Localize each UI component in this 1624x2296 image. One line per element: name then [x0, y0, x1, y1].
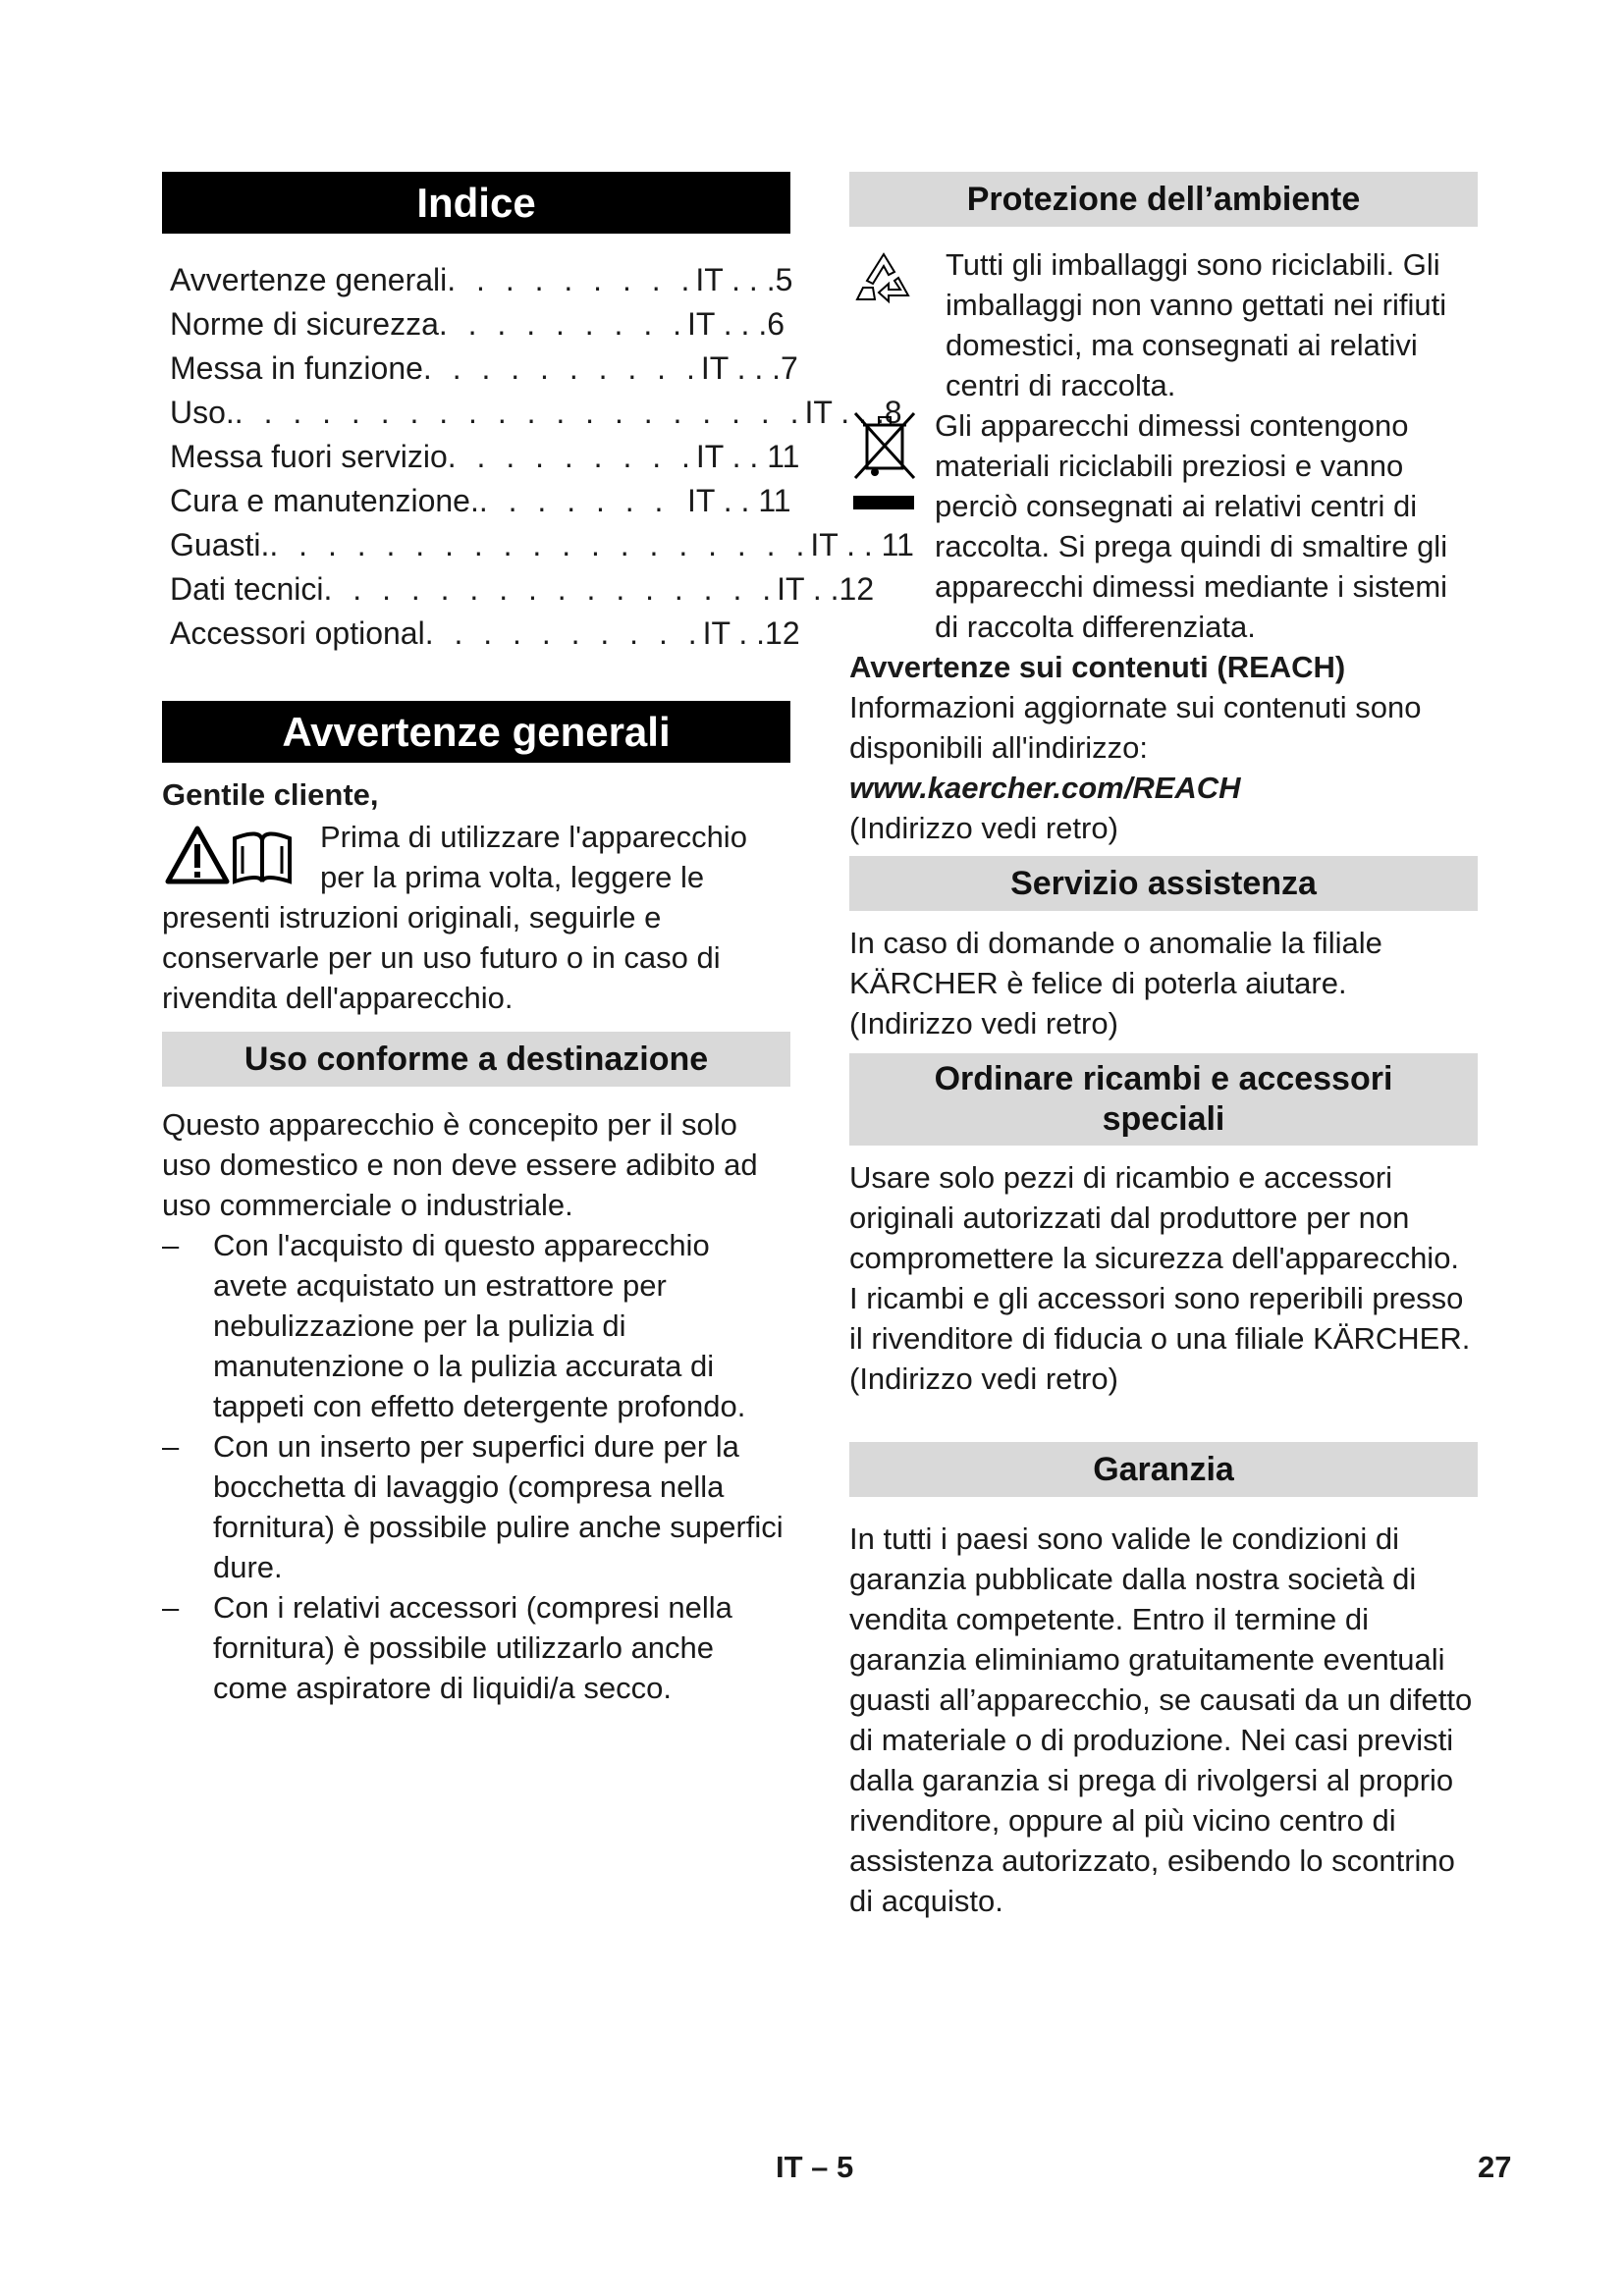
- toc-entry[interactable]: [170, 567, 875, 612]
- general-title: Avvertenze generali: [162, 701, 790, 763]
- reach-text: Informazioni aggiornate sui contenuti sono disponibili all'indirizzo:: [849, 690, 1422, 765]
- reach-address: (Indirizzo vedi retro): [849, 811, 1118, 845]
- toc-entry-dots: . . . . . . . . . . . . . . . . . . .: [269, 527, 811, 562]
- warranty-text: In tutti i paesi sono valide le condizioni di garanzia pubblicate dalla nostra società di vendita competente. Entro il termine di garanzia eliminiamo gratuitamente eventuali guasti all’apparecchio, se causati da un difetto di materiale o di produzione. Nei casi previsti dalla garanzia si prega di rivolgersi al proprio rivenditore, oppure al più vicino centro di assistenza autorizzato, esibendo lo scontrino di acquisto.: [849, 1522, 1473, 1918]
- recycle-icon: [853, 248, 914, 309]
- right-column: [849, 172, 1478, 1921]
- recycle-block: [849, 244, 1478, 405]
- environment-title: Protezione dell’ambiente: [849, 172, 1478, 227]
- parts-text-2: I ricambi e gli accessori sono reperibili presso il rivenditore di fiducia o una filiale KÄRCHER.: [849, 1281, 1471, 1356]
- service-title: Servizio assistenza: [849, 856, 1478, 911]
- toc-entry-page: IT . . .5: [695, 262, 793, 297]
- intended-use-item: [162, 1426, 790, 1587]
- toc-entry-dots: . . . . . . . . . . . . . . . .: [323, 571, 778, 607]
- toc-entry-name: Cura e manutenzione.: [170, 483, 479, 518]
- toc-entry-name: Norme di sicurezza: [170, 306, 439, 342]
- weee-text: Gli apparecchi dimessi contengono materiali riciclabili preziosi e vanno perciò consegnati ai relativi centri di raccolta. Si prega quindi di smaltire gli apparecchi dimessi mediante i sistemi di raccolta differenziata.: [935, 408, 1448, 644]
- intro-with-icons: [162, 817, 790, 897]
- toc-entry-dots: . . . . . . . . . . . . . . . . . . . .: [234, 395, 805, 430]
- toc-entry-dots: . . . . . . . . .: [447, 262, 696, 297]
- toc-entry[interactable]: [170, 347, 798, 391]
- table-of-contents: [170, 258, 914, 656]
- intended-use-list: [162, 1225, 790, 1708]
- toc-entry-name: Guasti.: [170, 527, 270, 562]
- toc-entry[interactable]: [170, 523, 914, 567]
- toc-entry-name: Uso.: [170, 395, 235, 430]
- toc-entry-page: IT . . .7: [700, 350, 798, 386]
- recycle-text: Tutti gli imballaggi sono riciclabili. Gli imballaggi non vanno gettati nei rifiuti domestici, ma consegnati ai relativi centri di raccolta.: [946, 247, 1447, 402]
- intended-use-item: [162, 1587, 790, 1708]
- warning-manual-icon: [164, 825, 301, 885]
- toc-entry[interactable]: [170, 612, 800, 656]
- dash-bullet: –: [162, 1590, 180, 1625]
- parts-text-1: Usare solo pezzi di ricambio e accessori originali autorizzati dal produttore per non compromettere la sicurezza dell'apparecchio.: [849, 1160, 1460, 1275]
- toc-entry-page: IT . . 11: [695, 439, 800, 474]
- toc-entry-page: IT . . .8: [804, 395, 902, 430]
- intended-use-item-text: Con i relativi accessori (compresi nella fornitura) è possibile utilizzarlo anche come aspiratore di liquidi/a secco.: [213, 1590, 732, 1705]
- toc-entry[interactable]: [170, 435, 800, 479]
- toc-entry-dots: . . . . . . . . . .: [422, 350, 701, 386]
- service-address: (Indirizzo vedi retro): [849, 1006, 1118, 1041]
- intended-use-item: [162, 1225, 790, 1426]
- parts-address: (Indirizzo vedi retro): [849, 1362, 1118, 1396]
- toc-entry-name: Accessori optional: [170, 615, 425, 651]
- weee-block: [849, 405, 1478, 647]
- toc-entry[interactable]: [170, 302, 790, 347]
- intended-use-item-text: Con un inserto per superfici dure per la bocchetta di lavaggio (compresa nella fornitura) è possibile pulire anche superfici dure.: [213, 1429, 784, 1584]
- toc-entry-dots: . . . . . . . . .: [438, 306, 687, 342]
- toc-entry-page: IT . . 11: [687, 483, 791, 518]
- toc-entry[interactable]: [170, 391, 902, 435]
- warranty-title: Garanzia: [849, 1442, 1478, 1497]
- toc-entry-name: Messa fuori servizio: [170, 439, 448, 474]
- intended-use-intro: Questo apparecchio è concepito per il solo uso domestico e non deve essere adibito ad uso commerciale o industriale.: [162, 1107, 758, 1222]
- dash-bullet: –: [162, 1429, 180, 1464]
- intro-line-1: Prima di utilizzare l'apparecchio: [320, 820, 747, 854]
- toc-entry-dots: . . . . . . . . .: [447, 439, 696, 474]
- toc-entry-name: Dati tecnici: [170, 571, 324, 607]
- toc-entry-page: IT . . 11: [810, 527, 914, 562]
- intro-rest: presenti istruzioni originali, seguirle e conservarle per un uso futuro o in caso di rivendita dell'apparecchio.: [162, 900, 721, 1015]
- toc-entry-dots: . . . . . . .: [478, 483, 670, 518]
- crossed-bin-icon: [849, 407, 920, 517]
- toc-title: Indice: [162, 172, 790, 234]
- toc-entry[interactable]: [170, 258, 793, 302]
- toc-entry[interactable]: [170, 479, 790, 523]
- left-column: [162, 172, 914, 1708]
- dash-bullet: –: [162, 1228, 180, 1262]
- intended-use-item-text: Con l'acquisto di questo apparecchio avete acquistato un estrattore per nebulizzazione per la pulizia di manutenzione o la pulizia accurata di tappeti con effetto detergente profondo.: [213, 1228, 746, 1423]
- toc-entry-dots: . . . . . . . . . .: [424, 615, 703, 651]
- parts-title: Ordinare ricambi e accessori speciali: [849, 1053, 1478, 1146]
- service-text: In caso di domande o anomalie la filiale KÄRCHER è felice di poterla aiutare.: [849, 926, 1382, 1000]
- toc-entry-page: IT . .12: [702, 615, 800, 651]
- toc-entry-page: IT . .12: [777, 571, 875, 607]
- intro-line-2: per la prima volta, leggere le: [320, 860, 705, 894]
- intended-use-title: Uso conforme a destinazione: [162, 1032, 790, 1087]
- reach-url-link[interactable]: www.kaercher.com/REACH: [849, 771, 1241, 805]
- greeting: Gentile cliente,: [162, 777, 379, 812]
- toc-entry-name: Avvertenze generali: [170, 262, 448, 297]
- toc-entry-name: Messa in funzione: [170, 350, 423, 386]
- footer-lang-page: IT – 5: [776, 2150, 854, 2184]
- toc-entry-page: IT . . .6: [687, 306, 785, 342]
- reach-title: Avvertenze sui contenuti (REACH): [849, 650, 1346, 684]
- footer-page-number: 27: [1478, 2150, 1512, 2184]
